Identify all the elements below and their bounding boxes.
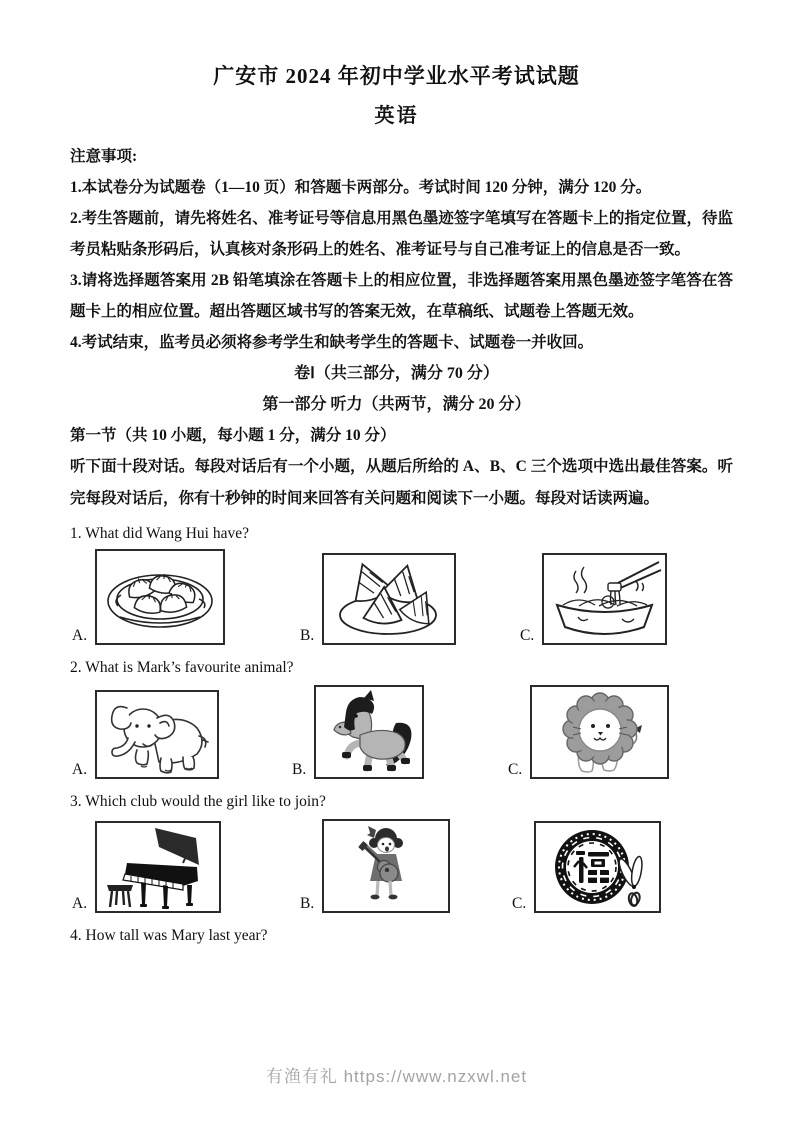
horse-illustration xyxy=(318,689,420,775)
option-a xyxy=(72,821,221,913)
option-label: A. xyxy=(72,761,88,778)
option-label: C. xyxy=(508,761,523,778)
exam-title: 广安市 2024 年初中学业水平考试试题 xyxy=(213,64,580,88)
notice-item: 2.考生答题前，请先将姓名、准考证号等信息用黑色墨迹签字笔填写在答题卡上的指定位置，待监考员粘贴条形码后，认真核对条形码上的姓名、准考证号与自己准考证上的信息是否一致。 xyxy=(70,210,733,258)
volume-heading: 卷Ⅰ（共三部分，满分 70 分） xyxy=(294,365,499,382)
option-c xyxy=(508,685,669,779)
part-heading: 第一部分 听力（共两节，满分 20 分） xyxy=(262,396,531,413)
watermark-footer: 有渔有礼 https://www.nzxwl.net xyxy=(265,1067,528,1086)
notice-section xyxy=(70,141,733,358)
notice-item: 3.请将选择题答案用 2B 铅笔填涂在答题卡上的相应位置，非选择题答案用黑色墨迹签字笔答在答题卡上的相应位置。超出答题区域书写的答案无效，在草稿纸、试题卷上答题无效。 xyxy=(70,272,733,320)
option-c xyxy=(520,553,667,645)
question-1-text: 1. What did Wang Hui have? xyxy=(70,525,249,542)
option-b xyxy=(292,685,424,779)
listening-instructions: 听下面十段对话。每段对话后有一个小题，从题后所给的 A、B、C 三个选项中选出最佳答案。听完每段对话后，你有十秒钟的时间来回答有关问题和阅读下一小题。每段对话读两遍。 xyxy=(70,458,733,507)
subject-title: 英语 xyxy=(374,105,419,127)
option-label: B. xyxy=(292,761,307,778)
plate-of-zongzi-illustration xyxy=(326,557,452,641)
option-label: A. xyxy=(72,627,88,644)
dumplings-image-box xyxy=(95,549,225,645)
question-2-options xyxy=(0,683,793,783)
noodles-image-box xyxy=(542,553,667,645)
option-label: C. xyxy=(512,895,527,912)
question-2-text: 2. What is Mark’s favourite animal? xyxy=(70,659,294,676)
option-a xyxy=(72,549,225,645)
question-3-text: 3. Which club would the girl like to join? xyxy=(70,793,326,810)
elephant-illustration xyxy=(99,694,215,775)
question-1-options xyxy=(0,549,793,649)
option-label: C. xyxy=(520,627,535,644)
horse-image-box xyxy=(314,685,424,779)
plate-of-dumplings-illustration xyxy=(99,553,221,641)
bowl-of-noodles-illustration xyxy=(546,557,663,641)
elephant-image-box xyxy=(95,690,219,779)
question-3-options xyxy=(0,817,793,917)
notice-item: 1.本试卷分为试题卷（1—10 页）和答题卡两部分。考试时间 120 分钟，满分 120 分。 xyxy=(70,179,652,196)
option-a xyxy=(72,690,219,779)
option-label: B. xyxy=(300,895,315,912)
notice-heading: 注意事项: xyxy=(70,148,138,165)
lion-image-box xyxy=(530,685,669,779)
question-4-text: 4. How tall was Mary last year? xyxy=(70,927,268,944)
notice-item: 4.考试结束，监考员必须将参考学生和缺考学生的答题卡、试题卷一并收回。 xyxy=(70,334,594,351)
lion-illustration xyxy=(534,689,665,775)
guitar-girl-image-box xyxy=(322,819,450,913)
option-label: A. xyxy=(72,895,88,912)
fu-paper-cut-illustration xyxy=(538,825,657,909)
section-heading: 第一节（共 10 小题，每小题 1 分，满分 10 分） xyxy=(70,427,396,444)
grand-piano-illustration xyxy=(99,825,217,909)
option-b xyxy=(300,819,450,913)
option-label: B. xyxy=(300,627,315,644)
girl-playing-guitar-illustration xyxy=(326,823,446,909)
zongzi-image-box xyxy=(322,553,456,645)
papercut-image-box xyxy=(534,821,661,913)
piano-image-box xyxy=(95,821,221,913)
option-c xyxy=(512,821,661,913)
option-b xyxy=(300,553,456,645)
